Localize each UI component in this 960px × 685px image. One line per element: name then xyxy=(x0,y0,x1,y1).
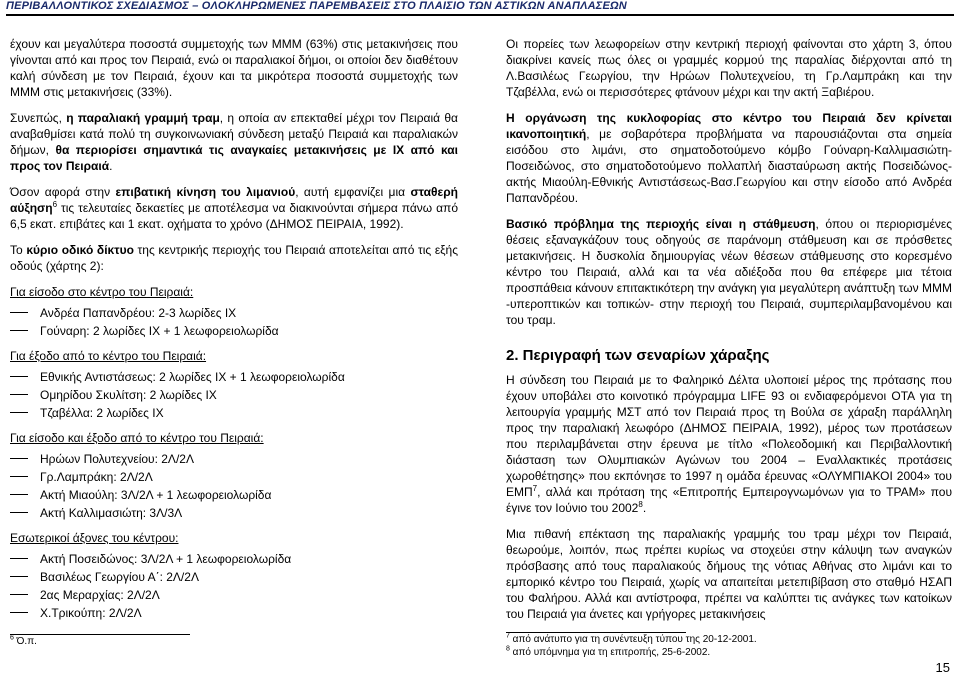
list-item: Ακτή Μιαούλη: 3Λ/2Λ + 1 λεωφορειολωρίδα xyxy=(10,486,458,504)
list-item: Ομηρίδου Σκυλίτση: 2 λωρίδες ΙΧ xyxy=(10,386,458,404)
right-column xyxy=(506,36,952,659)
running-header xyxy=(6,0,954,16)
list-item: 2ας Μεραρχίας: 2Λ/2Λ xyxy=(10,586,458,604)
list-item: Χ.Τρικούπη: 2Λ/2Λ xyxy=(10,604,458,622)
road-list xyxy=(10,550,458,622)
list-item: Γρ.Λαμπράκη: 2Λ/2Λ xyxy=(10,468,458,486)
list-item: Ακτή Καλλιμασιώτη: 3Λ/3Λ xyxy=(10,504,458,522)
footnote: $^6$ Ό.π. xyxy=(10,634,37,647)
paragraph: Οι πορείες των λεωφορείων στην κεντρική περιοχή φαίνονται στο χάρτη 3, όπου διακρίνει κανείς πως όλες οι γραμμές κορμού της παραλίας διέρχονται από τη Λ.Βασιλέως Γεωργίου, την Ηρώων Πολυτεχνείου, τη Γρ.Λαμπράκη και την Τζαβέλλα, ενώ οι περισσότερες φτάνουν μέχρι και την ακτή Ξαβιέρου. xyxy=(506,37,952,99)
paragraph: Το κύριο οδικό δίκτυο της κεντρικής περιοχής του Πειραιά αποτελείται από τις εξής οδούς (χάρτης 2): xyxy=(10,243,459,273)
list-item: Τζαβέλλα: 2 λωρίδες ΙΧ xyxy=(10,404,458,422)
paragraph: Μια πιθανή επέκταση της παραλιακής γραμμής του τραμ μέχρι τον Πειραιά, θεωρούμε, λοιπόν, πως πρέπει κυρίως να στοχεύει στην κάλυψη των αναγκών πρόσβασης από τους παραλιακούς δήμους της νότιας Αθήνας στο λιμάνι και το εμπορικό κέντρο του Πειραιά, χωρίς να απαιτείται μετεπιβίβαση στο σταθμό ΗΣΑΠ του Φαλήρου. Αλλά και αντίστροφα, πρέπει να καλύπτει τις ανάγκες των κατοίκων του Πειραιά για άνετες και γρήγορες μετακινήσεις xyxy=(506,527,952,621)
footnote: $^7$ από ανάτυπο για τη συνέντευξη τύπου της 20-12-2001. xyxy=(506,632,757,645)
road-list xyxy=(10,450,458,522)
road-list xyxy=(10,368,458,422)
list-item: Ακτή Ποσειδώνος: 3Λ/2Λ + 1 λεωφορειολωρίδα xyxy=(10,550,458,568)
list-item: Ηρώων Πολυτεχνείου: 2Λ/2Λ xyxy=(10,450,458,468)
footnote: $^8$ από υπόμνημα για τη επιτροπής, 25-6-2002. xyxy=(506,645,711,658)
section-heading: 2. Περιγραφή των σεναρίων χάραξης xyxy=(506,347,770,364)
list-item: Ανδρέα Παπανδρέου: 2-3 λωρίδες ΙΧ xyxy=(10,304,458,322)
paragraph: Βασικό πρόβλημα της περιοχής είναι η στάθμευση, όπου οι περιορισμένες θέσεις εξαναγκάζουν τους οδηγούς σε παράνομη στάθμευση και σε πρόσθετες μετακινήσεις. Η δυσκολία δημιουργίας νέων θέσεων στάθμευσης στο κορεσμένο κέντρο του Πειραιά, αλλά και τα νέα αδιέξοδα που θα επέφερε μια τέτοια προσπάθεια κάνουν επιτακτικότερη την ανάγκη για μεγαλύτερη ανάπτυξη των ΜΜΜ -υπεροπτικών και τοπικών- στην περιοχή του Πειραιά, συμπεριλαμβανομένου και του τραμ. xyxy=(506,217,952,327)
footnote-ref[interactable]: 7 xyxy=(532,484,538,493)
running-header-title: ΠΕΡΙΒΑΛΛΟΝΤΙΚΟΣ ΣΧΕΔΙΑΣΜΟΣ – ΟΛΟΚΛΗΡΩΜΕΝΕΣ ΠΑΡΕΜΒΑΣΕΙΣ ΣΤΟ ΠΛΑΙΣΙΟ ΤΩΝ ΑΣΤΙΚΩΝ ΑΝΑΠΛΑΣΕΩΝ xyxy=(6,0,627,12)
paragraph: έχουν και μεγαλύτερα ποσοστά συμμετοχής των ΜΜΜ (63%) στις μετακινήσεις που γίνονται από και προς τον Πειραιά, ενώ οι παραλιακοί δήμοι, οι οποίοι δεν διαθέτουν καλή σύνδεση με τον Πειραιά, έχουν και τα μικρότερα ποσοστά συμμετοχής των ΜΜΜ στις μετακινήσεις (33%). xyxy=(10,37,458,99)
paragraph: Η οργάνωση της κυκλοφορίας στο κέντρο του Πειραιά δεν κρίνεται ικανοποιητική, με σοβαρότερα προβλήματα να παρουσιάζονται στα σημεία εισόδου στο λιμάνι, στο σηματοδοτούμενο κόμβο Γούναρη-Καλλιμασιώτη-Ποσειδώνος, στο σηματοδοτούμενο πολλαπλή διασταύρωση ακτής Ποσειδώνος-ακτής Μιαούλη-Εθνικής Αντιστάσεως-Βασ.Γεωργίου και στην είσοδο από Ανδρέα Παπανδρέου. xyxy=(506,111,952,205)
section-label: Εσωτερικοί άξονες του κέντρου: xyxy=(10,531,179,545)
left-column xyxy=(10,36,458,648)
list-item: Εθνικής Αντιστάσεως: 2 λωρίδες ΙΧ + 1 λεωφορειολωρίδα xyxy=(10,368,458,386)
page-number: 15 xyxy=(935,660,950,675)
footnote-ref[interactable]: 6 xyxy=(52,200,58,209)
footnote-ref[interactable]: 8 xyxy=(638,500,643,509)
section-label: Για είσοδο στο κέντρο του Πειραιά: xyxy=(10,285,194,299)
paragraph: Συνεπώς, η παραλιακή γραμμή τραμ, η οποία αν επεκταθεί μέχρι τον Πειραιά θα αναβαθμίσει κατά πολύ τη συγκοινωνιακή σύνδεση μεταξύ Πειραιά και παραλιακών δήμων, θα περιορίσει σημαντικά τις αναγκαίες μετακινήσεις με ΙΧ από και προς τον Πειραιά. xyxy=(10,111,458,173)
section-label: Για έξοδο από το κέντρο του Πειραιά: xyxy=(10,349,207,363)
paragraph: Η σύνδεση του Πειραιά με το Φαληρικό Δέλτα υλοποιεί μέρος της πρότασης που έχουν υποβάλει στο κοινοτικό πρόγραμμα LIFE 93 οι ενδιαφερόμενοι ΟΤΑ για τη λειτουργία γραμμής ΜΣΤ από τον Πειραιά προς τη Βούλα σε χάραξη παράλληλη προς την παραλιακή λεωφόρο (ΔΗΜΟΣ ΠΕΙΡΑΙΑ, 1992), μέρος των προτάσεων που περιλαμβάνεται στην έρευνα με τίτλο «Πολεοδομική και Περιβαλλοντική διάσταση των Ολυμπιακών Αγώνων του 2004 – Εναλλακτικές προτάσεις χωροθέτησης» που εκπόνησε το 1997 η ομάδα έρευνας «ΟΛΥΜΠΙΑΚΟΙ 2004» του ΕΜΠ$^7$, αλλά και πρόταση της «Επιτροπής Εμπειρογνωμόνων για το ΤΡΑΜ» που έγινε τον Ιούνιο του 2002$^8$. xyxy=(506,373,952,515)
section-label: Για είσοδο και έξοδο από το κέντρο του Πειραιά: xyxy=(10,431,264,445)
list-item: Γούναρη: 2 λωρίδες ΙΧ + 1 λεωφορειολωρίδα xyxy=(10,322,458,340)
list-item: Βασιλέως Γεωργίου Α΄: 2Λ/2Λ xyxy=(10,568,458,586)
road-list xyxy=(10,304,458,340)
paragraph: Όσον αφορά στην επιβατική κίνηση του λιμανιού, αυτή εμφανίζει μια σταθερή αύξηση$^6$ τις τελευταίες δεκαετίες με αποτέλεσμα να διακινούνται σήμερα πάνω από 6,5 εκατ. επιβάτες και 1 εκατ. οχήματα το χρόνο (ΔΗΜΟΣ ΠΕΙΡΑΙΑ, 1992). xyxy=(10,185,458,231)
